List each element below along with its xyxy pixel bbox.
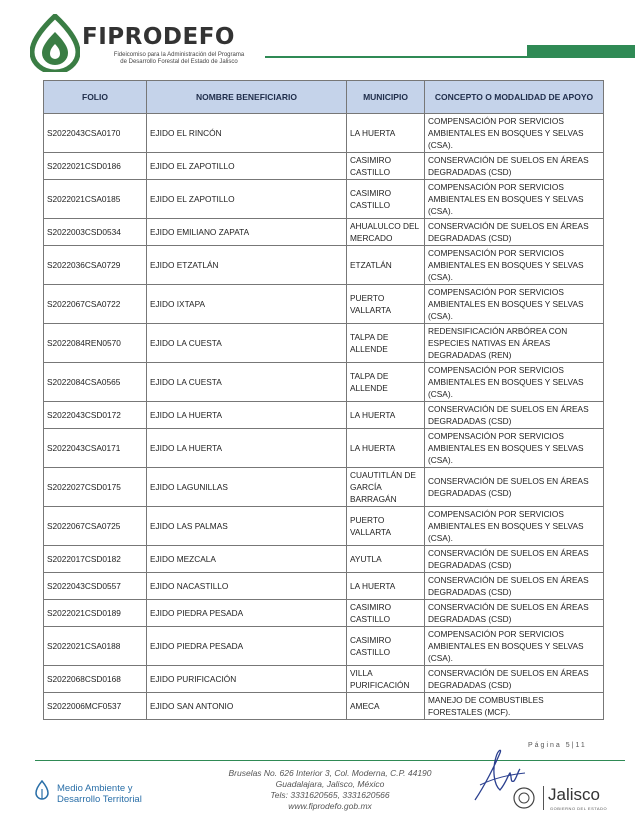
cell-concept: CONSERVACIÓN DE SUELOS EN ÁREAS DEGRADADAS (CSD) <box>425 219 604 246</box>
cell-concept: CONSERVACIÓN DE SUELOS EN ÁREAS DEGRADADAS (CSD) <box>425 153 604 180</box>
cell-concept: CONSERVACIÓN DE SUELOS EN ÁREAS DEGRADADAS (CSD) <box>425 600 604 627</box>
table-row <box>44 546 604 573</box>
cell-municipality: TALPA DE ALLENDE <box>347 324 425 363</box>
jalisco-logo-text: Jalisco <box>548 785 600 804</box>
cell-folio: S2022084REN0570 <box>44 324 147 363</box>
cell-folio: S2022043CSA0170 <box>44 114 147 153</box>
cell-concept: MANEJO DE COMBUSTIBLES FORESTALES (MCF). <box>425 693 604 720</box>
header-beneficiary: NOMBRE BENEFICIARIO <box>147 81 347 114</box>
header-municipality: MUNICIPIO <box>347 81 425 114</box>
footer-separator <box>543 786 544 810</box>
table-row <box>44 324 604 363</box>
cell-beneficiary: EJIDO PURIFICACIÓN <box>147 666 347 693</box>
cell-municipality: LA HUERTA <box>347 402 425 429</box>
table-row <box>44 285 604 324</box>
cell-concept: COMPENSACIÓN POR SERVICIOS AMBIENTALES EN BOSQUES Y SELVAS (CSA). <box>425 114 604 153</box>
cell-beneficiary: EJIDO ETZATLÁN <box>147 246 347 285</box>
cell-concept: COMPENSACIÓN POR SERVICIOS AMBIENTALES EN BOSQUES Y SELVAS (CSA). <box>425 363 604 402</box>
cell-beneficiary: EJIDO IXTAPA <box>147 285 347 324</box>
cell-folio: S2022021CSA0185 <box>44 180 147 219</box>
cell-concept: COMPENSACIÓN POR SERVICIOS AMBIENTALES EN BOSQUES Y SELVAS (CSA). <box>425 507 604 546</box>
cell-beneficiary: EJIDO EL ZAPOTILLO <box>147 180 347 219</box>
cell-municipality: CASIMIRO CASTILLO <box>347 180 425 219</box>
cell-folio: S2022027CSD0175 <box>44 468 147 507</box>
cell-municipality: CASIMIRO CASTILLO <box>347 627 425 666</box>
cell-folio: S2022084CSA0565 <box>44 363 147 402</box>
jalisco-logo-subtext: GOBIERNO DEL ESTADO <box>550 806 608 811</box>
cell-beneficiary: EJIDO NACASTILLO <box>147 573 347 600</box>
address-line-1: Bruselas No. 626 Interior 3, Col. Moderna, C.P. 44190 <box>228 768 432 778</box>
cell-folio: S2022067CSA0722 <box>44 285 147 324</box>
page-number: Página 5|11 <box>528 742 587 749</box>
cell-folio: S2022021CSD0189 <box>44 600 147 627</box>
table-row <box>44 180 604 219</box>
table-row <box>44 693 604 720</box>
cell-municipality: PUERTO VALLARTA <box>347 285 425 324</box>
header-concept: CONCEPTO O MODALIDAD DE APOYO <box>425 81 604 114</box>
table-row <box>44 600 604 627</box>
cell-municipality: VILLA PURIFICACIÓN <box>347 666 425 693</box>
table-row <box>44 402 604 429</box>
table-row <box>44 153 604 180</box>
cell-beneficiary: EJIDO EL RINCÓN <box>147 114 347 153</box>
cell-municipality: LA HUERTA <box>347 573 425 600</box>
jalisco-seal-icon <box>512 786 536 810</box>
table-body <box>44 114 604 720</box>
table-header-row <box>44 81 604 114</box>
table-row <box>44 573 604 600</box>
table-row <box>44 429 604 468</box>
cell-beneficiary: EJIDO LAS PALMAS <box>147 507 347 546</box>
cell-beneficiary: EJIDO PIEDRA PESADA <box>147 627 347 666</box>
table-row <box>44 627 604 666</box>
cell-folio: S2022068CSD0168 <box>44 666 147 693</box>
cell-municipality: AYUTLA <box>347 546 425 573</box>
cell-beneficiary: EJIDO LA CUESTA <box>147 324 347 363</box>
cell-folio: S2022067CSA0725 <box>44 507 147 546</box>
table-row <box>44 507 604 546</box>
cell-concept: CONSERVACIÓN DE SUELOS EN ÁREAS DEGRADADAS (CSD) <box>425 573 604 600</box>
address-line-2: Guadalajara, Jalisco, México <box>275 779 385 789</box>
cell-beneficiary: EJIDO SAN ANTONIO <box>147 693 347 720</box>
cell-municipality: TALPA DE ALLENDE <box>347 363 425 402</box>
cell-folio: S2022036CSA0729 <box>44 246 147 285</box>
subtitle-line-1: Fideicomiso para la Administración del Programa <box>113 52 245 58</box>
cell-municipality: AHUALULCO DEL MERCADO <box>347 219 425 246</box>
cell-beneficiary: EJIDO LAGUNILLAS <box>147 468 347 507</box>
cell-beneficiary: EJIDO LA HUERTA <box>147 402 347 429</box>
cell-municipality: LA HUERTA <box>347 114 425 153</box>
cell-beneficiary: EJIDO MEZCALA <box>147 546 347 573</box>
cell-folio: S2022021CSD0186 <box>44 153 147 180</box>
footer-address <box>200 768 460 812</box>
cell-beneficiary: EJIDO LA CUESTA <box>147 363 347 402</box>
cell-folio: S2022043CSD0172 <box>44 402 147 429</box>
cell-folio: S2022043CSA0171 <box>44 429 147 468</box>
table-row <box>44 219 604 246</box>
cell-concept: CONSERVACIÓN DE SUELOS EN ÁREAS DEGRADADAS (CSD) <box>425 402 604 429</box>
cell-beneficiary: EJIDO EL ZAPOTILLO <box>147 153 347 180</box>
cell-concept: COMPENSACIÓN POR SERVICIOS AMBIENTALES EN BOSQUES Y SELVAS (CSA). <box>425 627 604 666</box>
leaf-icon <box>35 780 49 800</box>
cell-concept: CONSERVACIÓN DE SUELOS EN ÁREAS DEGRADADAS (CSD) <box>425 546 604 573</box>
header-divider <box>265 56 527 58</box>
cell-municipality: LA HUERTA <box>347 429 425 468</box>
cell-beneficiary: EJIDO EMILIANO ZAPATA <box>147 219 347 246</box>
cell-concept: COMPENSACIÓN POR SERVICIOS AMBIENTALES EN BOSQUES Y SELVAS (CSA). <box>425 246 604 285</box>
cell-folio: S2022017CSD0182 <box>44 546 147 573</box>
brand-subtitle <box>84 52 274 66</box>
cell-beneficiary: EJIDO LA HUERTA <box>147 429 347 468</box>
subtitle-line-2: de Desarrollo Forestal del Estado de Jalisco <box>120 59 238 65</box>
cell-beneficiary: EJIDO PIEDRA PESADA <box>147 600 347 627</box>
cell-municipality: CASIMIRO CASTILLO <box>347 153 425 180</box>
cell-concept: COMPENSACIÓN POR SERVICIOS AMBIENTALES EN BOSQUES Y SELVAS (CSA). <box>425 180 604 219</box>
cell-municipality: CASIMIRO CASTILLO <box>347 600 425 627</box>
address-line-3: Tels: 3331620565, 3331620566 <box>270 790 390 800</box>
table-row <box>44 468 604 507</box>
website-link[interactable]: www.fiprodefo.gob.mx <box>288 801 372 811</box>
table-row <box>44 666 604 693</box>
cell-folio: S2022043CSD0557 <box>44 573 147 600</box>
department-line-1: Medio Ambiente y <box>57 783 133 794</box>
cell-municipality: PUERTO VALLARTA <box>347 507 425 546</box>
table-row <box>44 363 604 402</box>
brand-name: FIPRODEFO <box>82 24 235 50</box>
beneficiaries-table <box>43 80 604 720</box>
cell-concept: CONSERVACIÓN DE SUELOS EN ÁREAS DEGRADADAS (CSD) <box>425 468 604 507</box>
cell-concept: COMPENSACIÓN POR SERVICIOS AMBIENTALES EN BOSQUES Y SELVAS (CSA). <box>425 285 604 324</box>
cell-concept: REDENSIFICACIÓN ARBÓREA CON ESPECIES NATIVAS EN ÁREAS DEGRADADAS (REN) <box>425 324 604 363</box>
header-folio: FOLIO <box>44 81 147 114</box>
footer-divider <box>35 760 625 761</box>
cell-municipality: AMECA <box>347 693 425 720</box>
header-accent-bar <box>527 45 635 58</box>
cell-municipality: CUAUTITLÁN DE GARCÍA BARRAGÁN <box>347 468 425 507</box>
cell-folio: S2022003CSD0534 <box>44 219 147 246</box>
cell-concept: CONSERVACIÓN DE SUELOS EN ÁREAS DEGRADADAS (CSD) <box>425 666 604 693</box>
table-row <box>44 246 604 285</box>
cell-folio: S2022021CSA0188 <box>44 627 147 666</box>
department-line-2: Desarrollo Territorial <box>57 794 142 805</box>
table-row <box>44 114 604 153</box>
cell-municipality: ETZATLÁN <box>347 246 425 285</box>
cell-concept: COMPENSACIÓN POR SERVICIOS AMBIENTALES EN BOSQUES Y SELVAS (CSA). <box>425 429 604 468</box>
department-name <box>57 783 142 805</box>
fiprodefo-logo-icon <box>30 14 80 72</box>
cell-folio: S2022006MCF0537 <box>44 693 147 720</box>
